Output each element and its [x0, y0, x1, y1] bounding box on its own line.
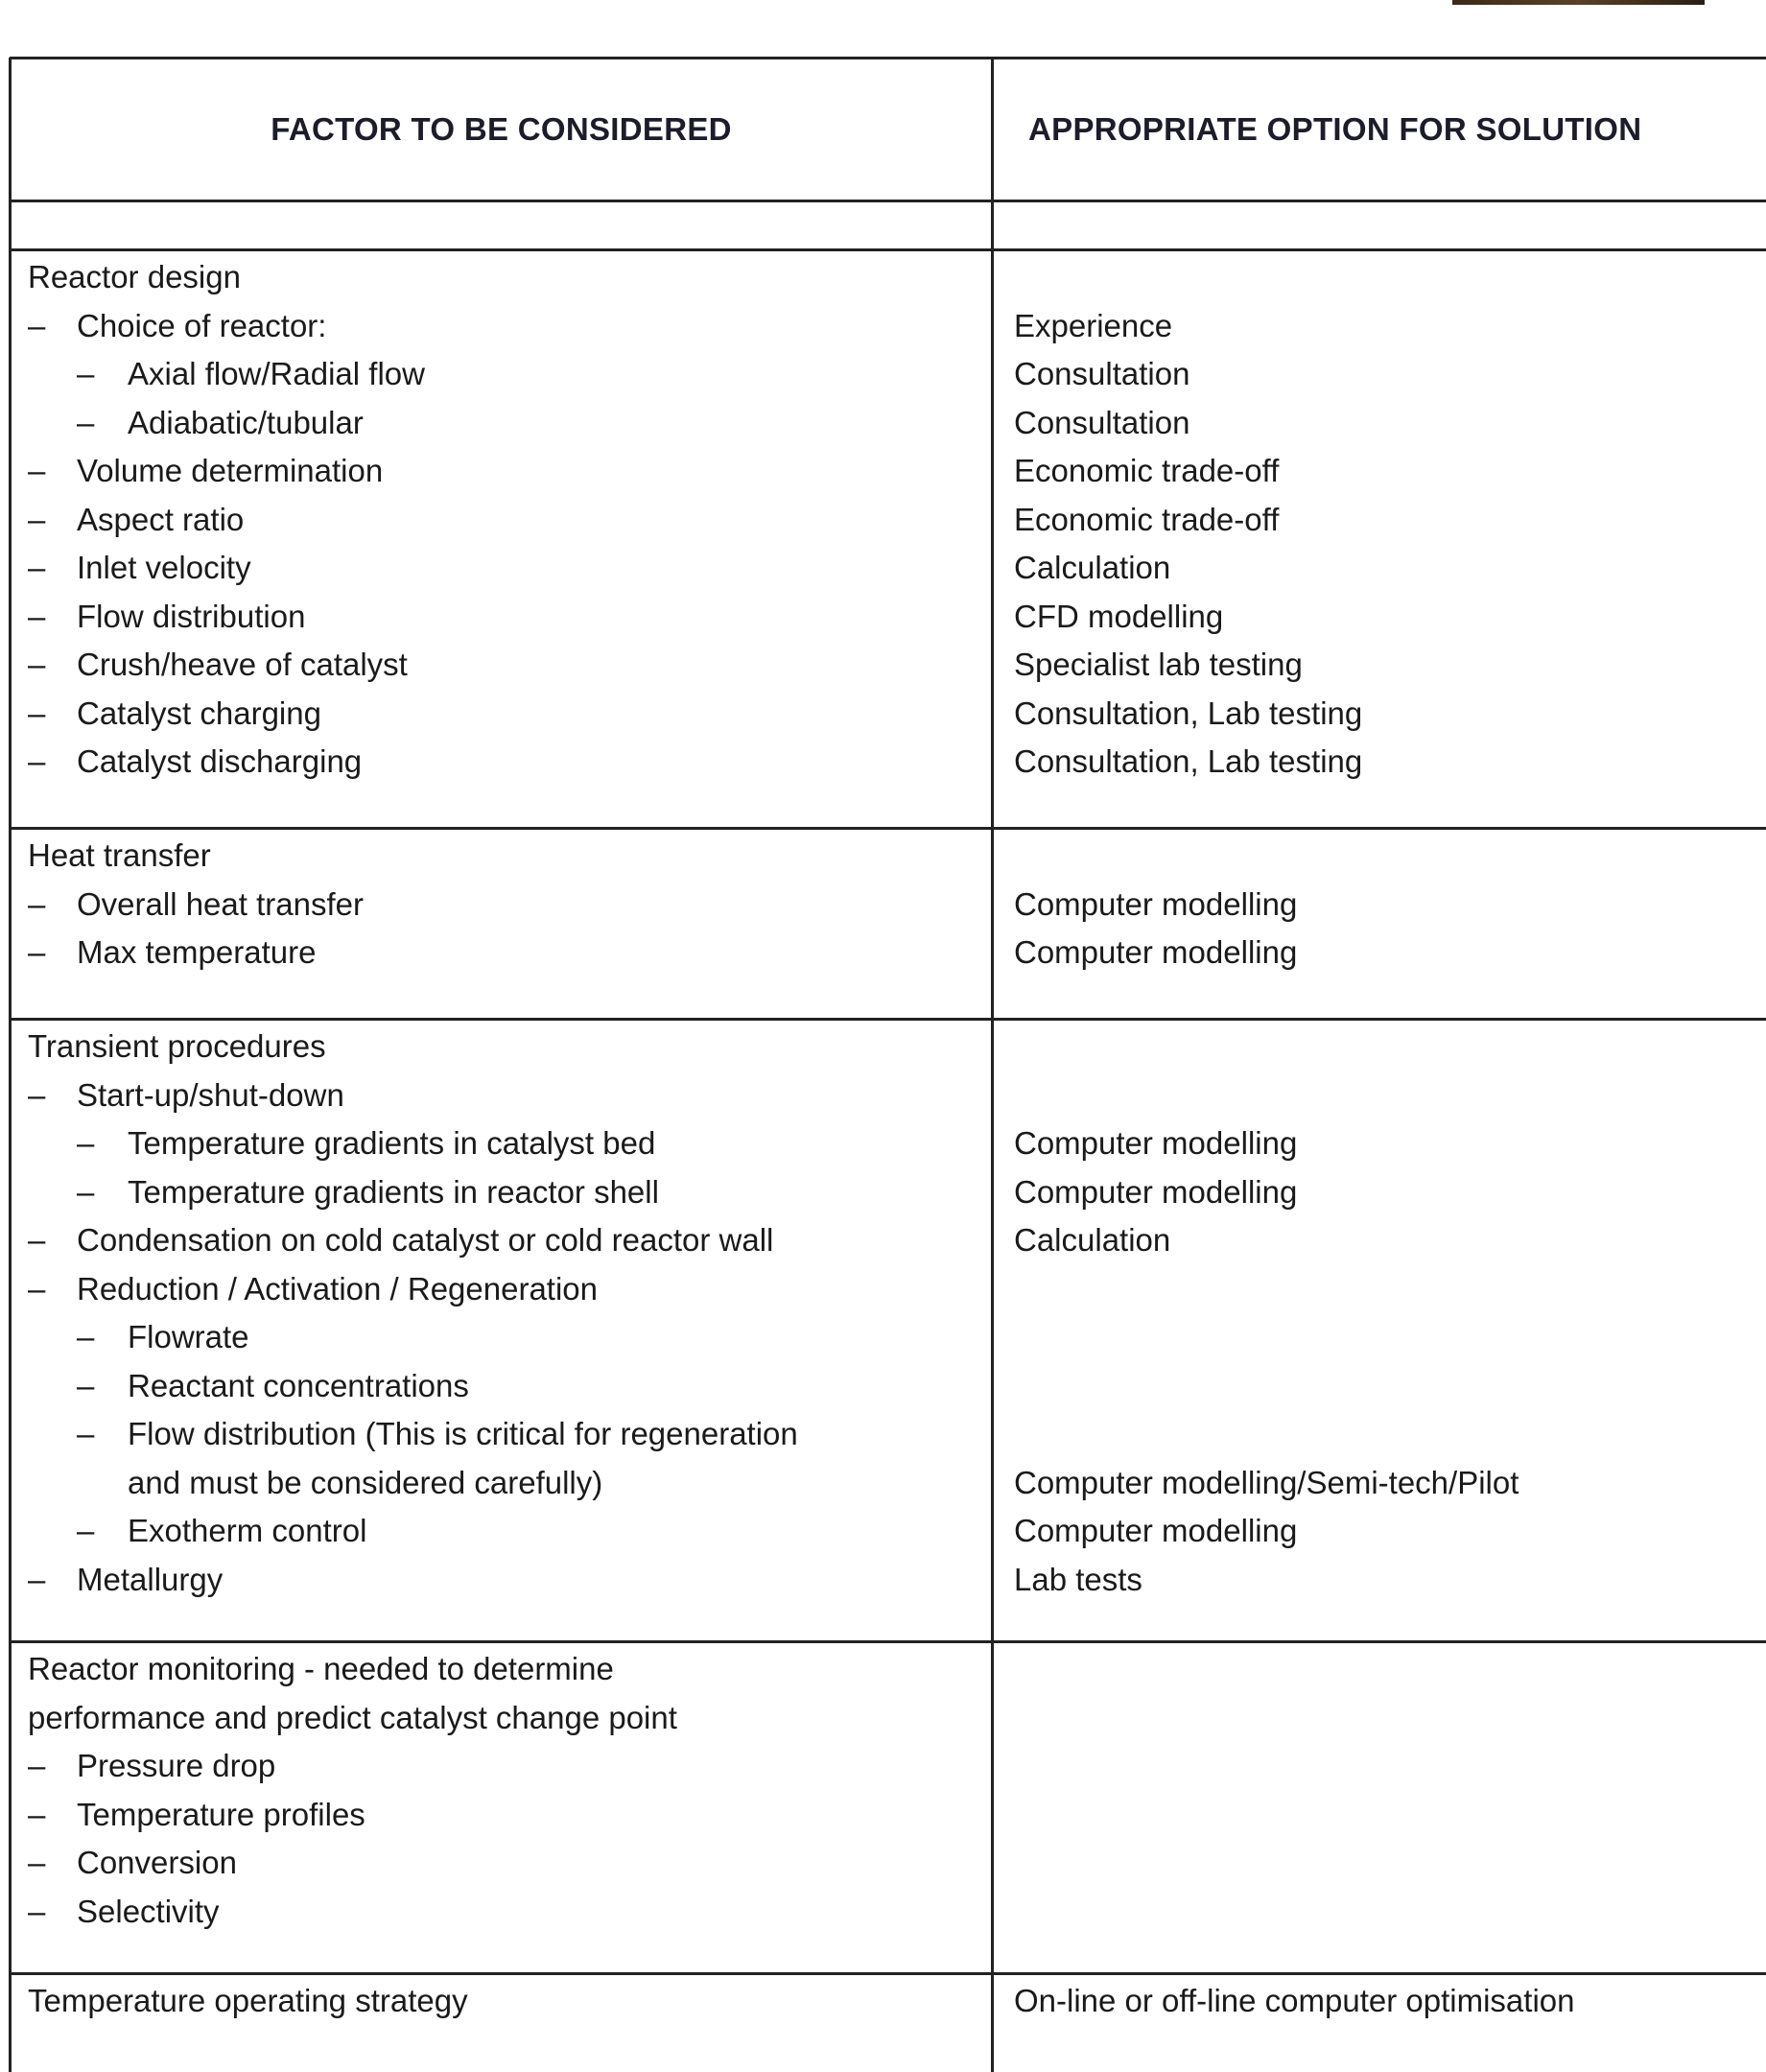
solution-text: Lab tests	[1014, 1561, 1142, 1597]
factor-text: Flow distribution (This is critical for regeneration	[128, 1416, 798, 1451]
solution-text: CFD modelling	[1014, 598, 1224, 634]
row-divider	[10, 1640, 1766, 1643]
factor-text: Temperature gradients in catalyst bed	[128, 1125, 656, 1161]
factor-text: Reactor monitoring - needed to determine	[28, 1651, 614, 1686]
factors-table	[10, 58, 1766, 2072]
factor-text: Reduction / Activation / Regeneration	[77, 1270, 599, 1307]
row-divider	[10, 200, 1766, 202]
factor-text: Crush/heave of catalyst	[77, 647, 408, 682]
solution-text: Computer modelling	[1014, 1513, 1298, 1548]
factor-text: Condensation on cold catalyst or cold reactor wall	[77, 1222, 774, 1258]
solution-text: Calculation	[1014, 550, 1171, 585]
factor-text: Reactor design	[28, 259, 241, 294]
dash-bullet: –	[28, 1893, 46, 1929]
factor-text: Choice of reactor:	[77, 307, 327, 343]
row-divider	[10, 1018, 1766, 1021]
factor-text: Inlet velocity	[77, 550, 251, 585]
solution-text: Consultation	[1014, 404, 1190, 440]
factor-text: performance and predict catalyst change point	[28, 1699, 677, 1735]
dash-bullet: –	[77, 356, 95, 391]
factor-text: Selectivity	[77, 1893, 220, 1929]
dash-bullet: –	[28, 885, 46, 922]
factor-text: Catalyst discharging	[77, 743, 363, 779]
factor-text: Flow distribution	[77, 598, 306, 634]
dash-bullet: –	[77, 1367, 95, 1403]
solution-text: Calculation	[1014, 1222, 1171, 1258]
factor-text: Heat transfer	[28, 837, 211, 873]
factor-text: Temperature operating strategy	[28, 1983, 468, 2018]
solution-text: Computer modelling	[1014, 934, 1298, 970]
row-divider	[10, 1972, 1766, 1975]
solution-text: Computer modelling/Semi-tech/Pilot	[1014, 1464, 1519, 1500]
solution-text: Consultation, Lab testing	[1014, 695, 1363, 731]
dash-bullet: –	[77, 404, 95, 440]
solution-text: Computer modelling	[1014, 1125, 1298, 1161]
factor-text: Metallurgy	[77, 1561, 224, 1597]
dash-bullet: –	[28, 743, 46, 779]
column-divider	[9, 58, 12, 2072]
solution-text: On-line or off-line computer optimisation	[1014, 1983, 1575, 2018]
top-image-fragment	[1452, 0, 1705, 5]
dash-bullet: –	[28, 453, 46, 488]
dash-bullet: –	[28, 695, 46, 731]
dash-bullet: –	[28, 1561, 46, 1597]
solution-text: Consultation	[1014, 356, 1190, 391]
factor-text: Pressure drop	[77, 1748, 276, 1783]
factor-text: Reactant concentrations	[128, 1367, 469, 1403]
dash-bullet: –	[77, 1173, 95, 1210]
dash-bullet: –	[28, 598, 46, 634]
row-divider	[10, 827, 1766, 830]
solution-text: Computer modelling	[1014, 1173, 1298, 1210]
factor-text: Axial flow/Radial flow	[128, 356, 425, 391]
factor-text: Aspect ratio	[77, 501, 245, 537]
dash-bullet: –	[28, 1796, 46, 1832]
factor-text: Start-up/shut-down	[77, 1076, 344, 1113]
solution-text: Economic trade-off	[1014, 453, 1280, 488]
solution-text: Computer modelling	[1014, 885, 1298, 922]
dash-bullet: –	[28, 1222, 46, 1258]
column-divider	[991, 58, 994, 2072]
header-solution: APPROPRIATE OPTION FOR SOLUTION	[1028, 110, 1642, 147]
dash-bullet: –	[77, 1125, 95, 1161]
dash-bullet: –	[28, 647, 46, 682]
solution-text: Consultation, Lab testing	[1014, 743, 1363, 779]
factor-text: Temperature gradients in reactor shell	[128, 1173, 659, 1210]
factor-text: Exotherm control	[128, 1513, 367, 1548]
dash-bullet: –	[28, 1270, 46, 1307]
factor-text: Adiabatic/tubular	[128, 404, 364, 440]
factor-text: Overall heat transfer	[77, 885, 364, 922]
factor-text: Flowrate	[128, 1319, 249, 1354]
solution-text: Specialist lab testing	[1014, 647, 1303, 682]
dash-bullet: –	[28, 934, 46, 970]
dash-bullet: –	[77, 1416, 95, 1451]
dash-bullet: –	[28, 307, 46, 343]
header-factor: FACTOR TO BE CONSIDERED	[271, 110, 732, 147]
factor-text: and must be considered carefully)	[128, 1464, 603, 1500]
dash-bullet: –	[28, 1845, 46, 1880]
solution-text: Economic trade-off	[1014, 501, 1280, 537]
factor-text: Temperature profiles	[77, 1796, 365, 1832]
dash-bullet: –	[77, 1513, 95, 1548]
solution-text: Experience	[1014, 307, 1173, 343]
factor-text: Catalyst charging	[77, 695, 321, 731]
dash-bullet: –	[77, 1319, 95, 1354]
row-divider	[10, 57, 1766, 59]
factor-text: Max temperature	[77, 934, 317, 970]
factor-text: Transient procedures	[28, 1028, 326, 1064]
factor-text: Volume determination	[77, 453, 384, 488]
factor-text: Conversion	[77, 1845, 237, 1880]
dash-bullet: –	[28, 1748, 46, 1783]
dash-bullet: –	[28, 501, 46, 537]
row-divider	[10, 248, 1766, 251]
dash-bullet: –	[28, 550, 46, 585]
dash-bullet: –	[28, 1076, 46, 1113]
